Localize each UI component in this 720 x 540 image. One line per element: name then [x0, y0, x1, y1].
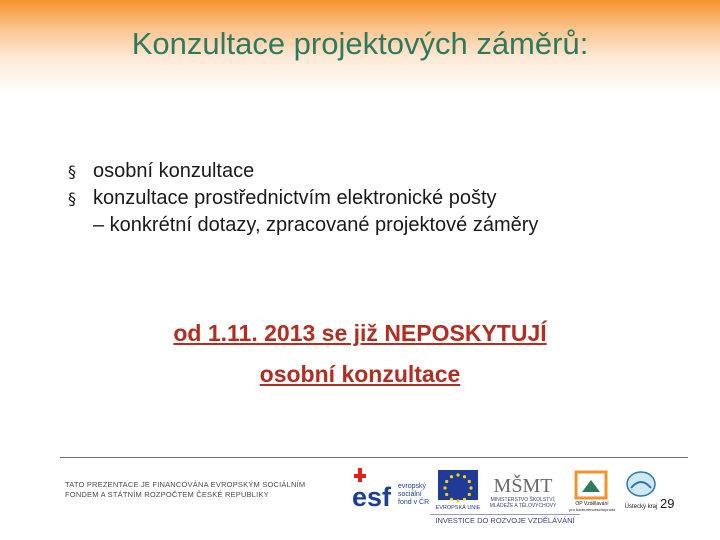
notice-text: [60, 313, 660, 395]
esf-caption-3: fond v ČR: [398, 499, 430, 506]
esf-logo: [350, 466, 430, 516]
eu-caption: EVROPSKÁ UNIE: [435, 505, 481, 511]
esf-logo-text: esf: [352, 482, 392, 512]
notice-line-1: od 1.11. 2013 se již NEPOSKYTUJÍ: [173, 320, 547, 346]
footer-divider: [60, 457, 688, 458]
funding-note: [65, 480, 350, 500]
notice-line-2: osobní konzultace: [259, 361, 461, 387]
msmt-logo-text: MŠMT: [493, 475, 553, 497]
slide-title: Konzultace projektových záměrů:: [131, 26, 589, 61]
bullet-marker: §: [68, 162, 76, 181]
bullet-item-personal: [68, 158, 688, 185]
op-vk-logo: [564, 468, 620, 514]
page-number: 29: [660, 496, 675, 511]
funding-note-line-2: FONDEM A STÁTNÍM ROZPOČTEM ČESKÉ REPUBLIKY: [65, 490, 269, 499]
bullet-list: [68, 158, 688, 239]
bullet-marker: §: [68, 189, 76, 208]
msmt-logo: [486, 466, 560, 512]
eu-flag-logo: [432, 468, 484, 512]
msmt-caption-1: MINISTERSTVO ŠKOLSTVÍ,: [490, 497, 556, 503]
op-caption-2: pro konkurenceschopnost: [569, 507, 615, 512]
bullet-item-email: [68, 185, 688, 239]
esf-caption-1: evropský: [398, 483, 427, 490]
esf-caption-2: sociální: [398, 491, 422, 498]
kraj-logo: [622, 468, 660, 514]
msmt-caption-2: MLÁDEŽE A TĚLOVÝCHOVY: [489, 503, 557, 509]
slogan-text: INVESTICE DO ROZVOJE VZDĚLÁVÁNÍ: [430, 514, 580, 527]
logo-strip: [350, 466, 660, 526]
op-caption-1: OP Vzdělávání: [575, 501, 609, 507]
bullet-subline: – konkrétní dotazy, zpracované projektové záměry: [93, 214, 539, 236]
funding-note-line-1: TATO PREZENTACE JE FINANCOVÁNA EVROPSKÝM SOCIÁLNÍM: [65, 480, 306, 489]
kraj-caption: Ústecký kraj: [624, 504, 658, 510]
bullet-text: osobní konzultace: [93, 160, 255, 182]
bullet-text: konzultace prostřednictvím elektronické pošty: [93, 187, 497, 209]
